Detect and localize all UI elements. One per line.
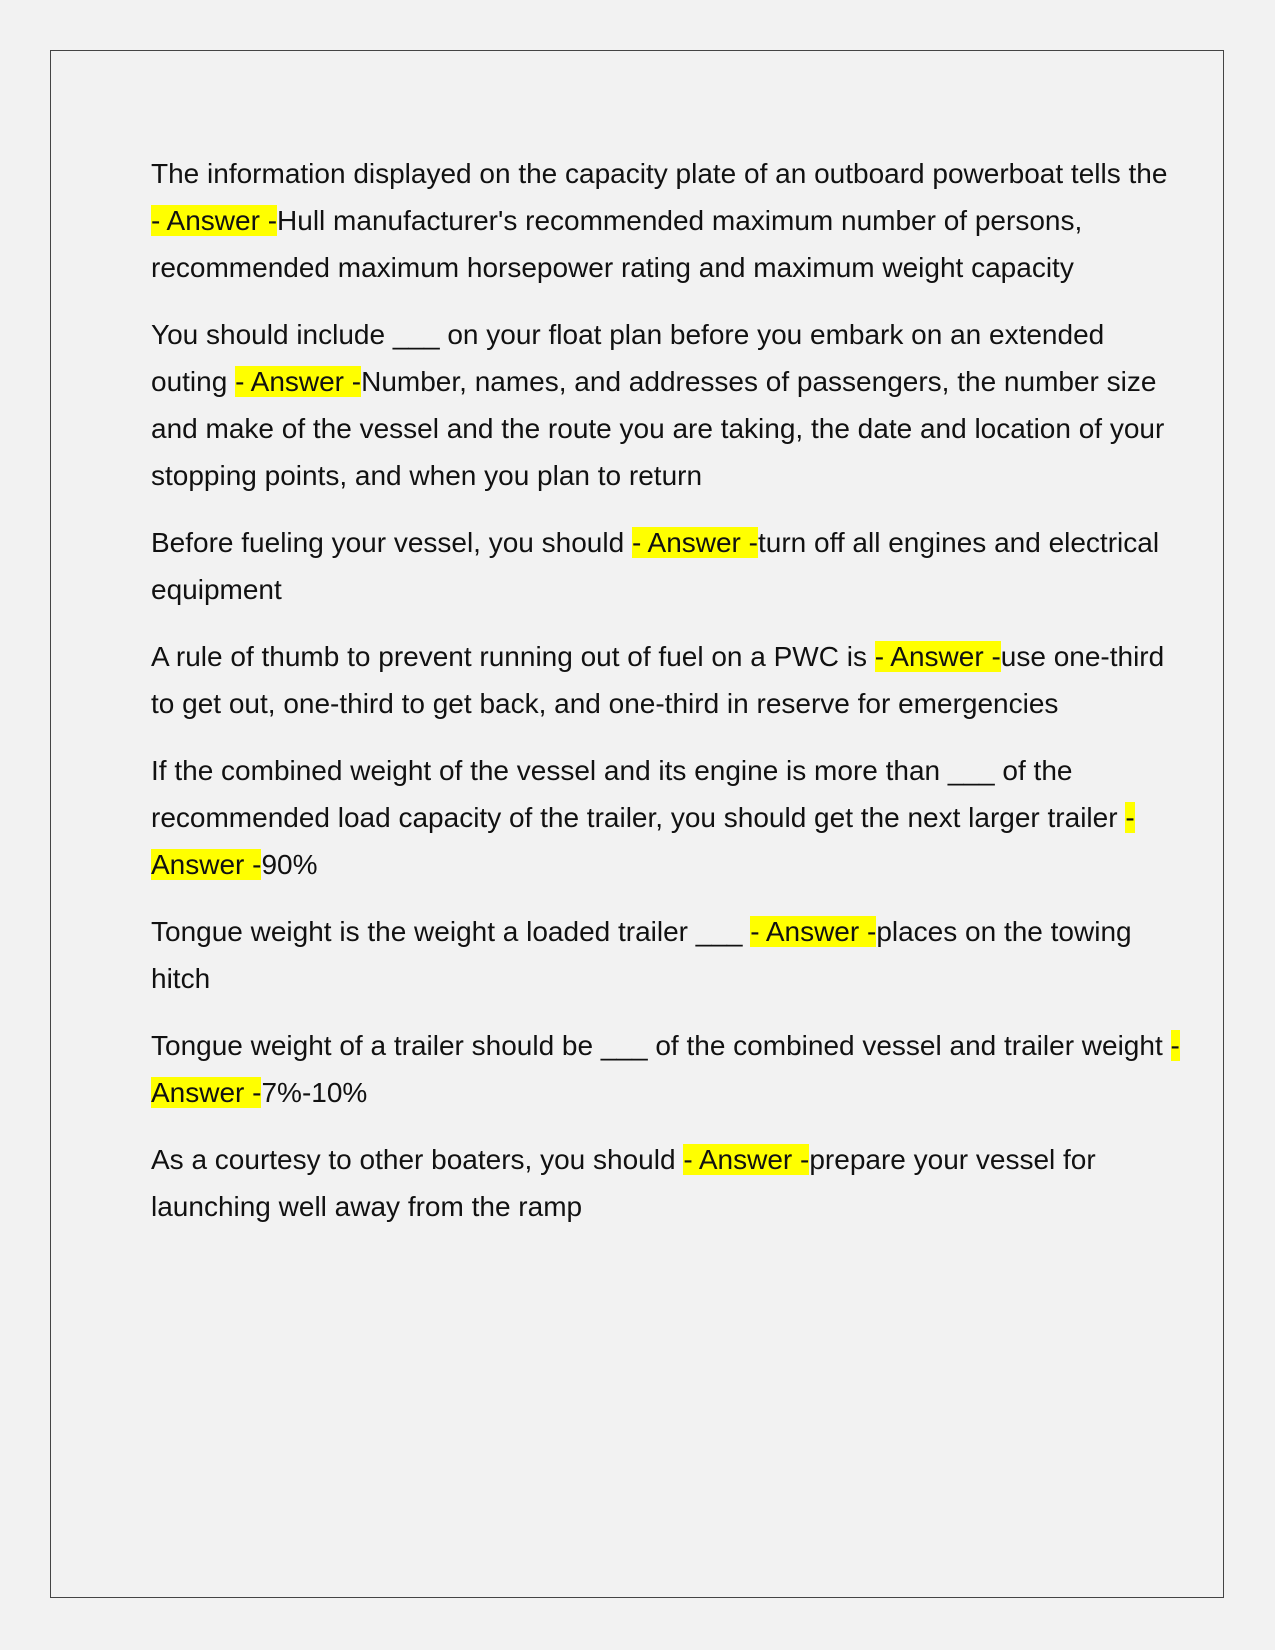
answer-label: - Answer -	[151, 802, 1135, 880]
question-text: A rule of thumb to prevent running out of fuel on a PWC is	[151, 641, 875, 672]
answer-label: - Answer -	[151, 205, 278, 236]
question-text: Tongue weight of a trailer should be ___ of the combined vessel and trailer weight	[151, 1030, 1171, 1061]
answer-text: 7%-10%	[261, 1077, 368, 1108]
qa-item	[151, 1136, 1181, 1230]
answer-text: prepare your vessel for launching well away from the ramp	[151, 1144, 1096, 1222]
question-text: The information displayed on the capacity plate of an outboard powerboat tells the	[151, 158, 1168, 189]
question-text: Tongue weight is the weight a loaded trailer ___	[151, 916, 751, 947]
qa-item	[151, 908, 1181, 1002]
qa-item	[151, 150, 1181, 291]
answer-label: - Answer -	[151, 1030, 1180, 1108]
question-text: You should include ___ on your float plan before you embark on an extended outing	[151, 319, 1105, 397]
answer-label: - Answer -	[683, 1144, 810, 1175]
qa-item	[151, 311, 1181, 499]
answer-label: - Answer -	[631, 527, 758, 558]
answer-text: use one-third to get out, one-third to get back, and one-third in reserve for emergencies	[151, 641, 1165, 719]
answer-label: - Answer -	[235, 366, 362, 397]
qa-item	[151, 747, 1181, 888]
answer-text: turn off all engines and electrical equipment	[151, 527, 1160, 605]
qa-list	[151, 150, 1181, 1250]
question-text: Before fueling your vessel, you should	[151, 527, 632, 558]
page-frame	[50, 50, 1224, 1598]
answer-text: places on the towing hitch	[151, 916, 1132, 994]
qa-item	[151, 519, 1181, 613]
answer-text: Hull manufacturer's recommended maximum number of persons, recommended maximum horsepower rating and maximum weight capacity	[151, 205, 1083, 283]
answer-text: 90%	[261, 849, 318, 880]
answer-label: - Answer -	[750, 916, 877, 947]
qa-item	[151, 633, 1181, 727]
question-text: If the combined weight of the vessel and its engine is more than ___ of the recommended load capacity of the trailer, you should get the next larger trailer	[151, 755, 1126, 833]
answer-text: Number, names, and addresses of passengers, the number size and make of the vessel and the route you are taking, the date and location of your stopping points, and when you plan to return	[151, 366, 1165, 491]
qa-item	[151, 1022, 1181, 1116]
question-text: As a courtesy to other boaters, you should	[151, 1144, 684, 1175]
answer-label: - Answer -	[874, 641, 1001, 672]
